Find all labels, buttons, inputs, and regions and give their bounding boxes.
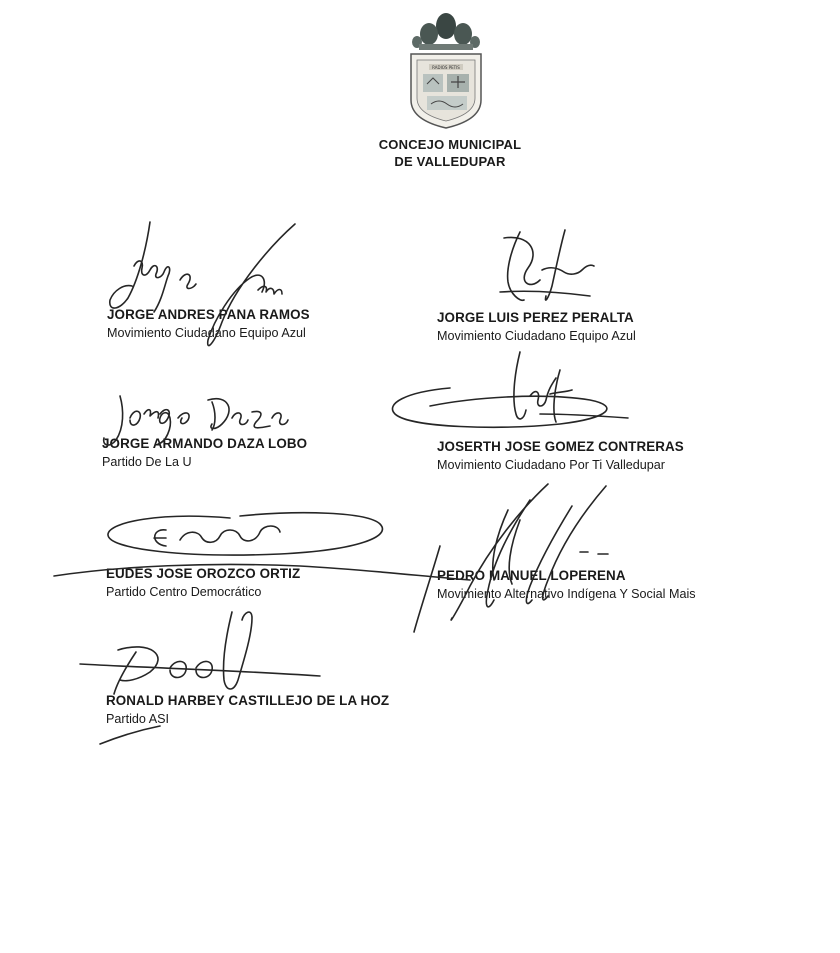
signatory-party: Movimiento Ciudadano Equipo Azul xyxy=(437,329,636,343)
signatory-party: Movimiento Alternativo Indígena Y Social Mais xyxy=(437,587,696,601)
signatory-block-7 xyxy=(106,693,389,726)
signatory-block-1 xyxy=(107,307,310,340)
signatory-block-6 xyxy=(437,568,696,601)
signatory-block-3 xyxy=(102,436,307,469)
organization-title: CONCEJO MUNICIPAL xyxy=(378,137,522,152)
signatory-name: PEDRO MANUEL LOPERENA xyxy=(437,568,626,583)
signatory-party: Partido ASI xyxy=(106,712,170,726)
signatory-party: Partido Centro Democrático xyxy=(106,585,262,599)
signature-4 xyxy=(392,352,628,427)
signatory-name: RONALD HARBEY CASTILLEJO DE LA HOZ xyxy=(106,693,390,708)
signatory-party: Partido De La U xyxy=(102,455,192,469)
signatory-block-4 xyxy=(437,439,684,472)
crest-ribbon-text: RADIOS PETIS xyxy=(432,65,460,70)
signatory-party: Movimiento Ciudadano Equipo Azul xyxy=(107,326,306,340)
signatory-block-5 xyxy=(106,566,300,599)
signatory-name: JOSERTH JOSE GOMEZ CONTRERAS xyxy=(437,439,684,454)
signature-2 xyxy=(500,230,594,300)
signatory-name: JORGE ARMANDO DAZA LOBO xyxy=(102,436,308,451)
organization-city: DE VALLEDUPAR xyxy=(394,154,506,169)
crest-crown xyxy=(412,13,480,50)
signatory-party: Movimiento Ciudadano Por Ti Valledupar xyxy=(437,458,665,472)
signatory-name: JORGE LUIS PEREZ PERALTA xyxy=(437,310,634,325)
signature-6 xyxy=(414,484,608,632)
valledupar-coat-of-arms xyxy=(405,12,487,130)
signatory-name: JORGE ANDRES PANA RAMOS xyxy=(107,307,310,322)
signatory-block-2 xyxy=(437,310,636,343)
signatory-name: EUDES JOSE OROZCO ORTIZ xyxy=(106,566,301,581)
